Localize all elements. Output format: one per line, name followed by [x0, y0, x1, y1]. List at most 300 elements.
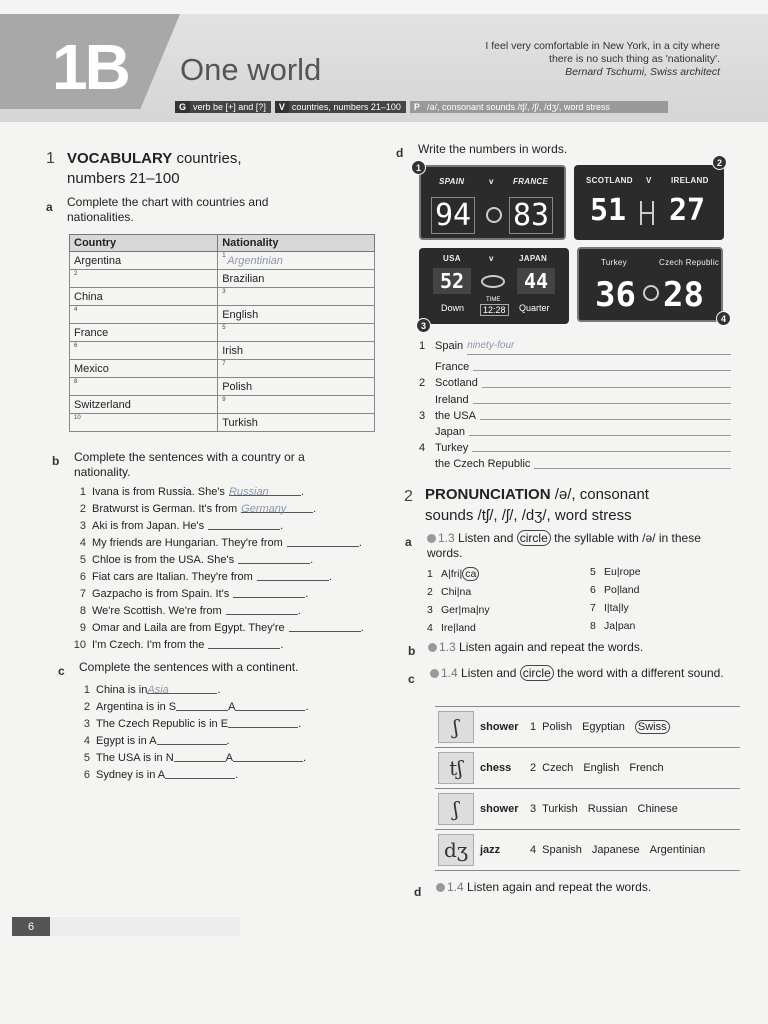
sentence-text: Bratwurst is German. It's from — [92, 503, 238, 515]
pron-a-track: 1.3 — [438, 531, 455, 545]
answer-line[interactable] — [480, 408, 731, 420]
word-option[interactable]: Egyptian — [582, 721, 625, 733]
sentence-end: . — [280, 639, 284, 651]
vocab-row — [70, 324, 375, 342]
board4-team2: Czech Republic — [659, 258, 720, 267]
pron-b-letter: b — [408, 644, 416, 658]
pron-c-instr-2: the word with a different sound. — [557, 666, 724, 680]
nationality-cell[interactable] — [218, 414, 375, 432]
sound-row — [435, 748, 740, 789]
vocab-row — [70, 360, 375, 378]
word-option[interactable]: Turkish — [542, 803, 578, 815]
pron-title — [425, 484, 725, 526]
number-word-item — [419, 375, 731, 391]
pron-c-circle-word: circle — [520, 665, 554, 681]
word-option[interactable]: Swiss — [635, 720, 670, 734]
item-number: 3 — [83, 718, 90, 730]
sentence-item — [72, 586, 392, 603]
item-number: 10 — [73, 639, 86, 651]
stress-word — [590, 581, 710, 599]
country-name: Argentina — [74, 255, 122, 267]
continent-item — [76, 767, 376, 784]
word-options — [527, 830, 740, 871]
sentence-end: . — [226, 735, 230, 747]
board3-vs: v — [489, 254, 494, 263]
answer-line[interactable] — [482, 375, 731, 387]
pron-b-instruction — [428, 640, 643, 655]
country-cell[interactable] — [70, 270, 218, 288]
sentence-text: Ivana is from Russia. She's — [92, 486, 225, 498]
country-name: Switzerland — [74, 399, 131, 411]
answer-line[interactable] — [473, 359, 731, 371]
number-word-item — [419, 408, 731, 424]
country-cell[interactable] — [70, 378, 218, 396]
item-number: 9 — [79, 622, 86, 634]
sound-symbol-icon: dʒ — [438, 834, 474, 866]
country-cell[interactable] — [70, 324, 218, 342]
topic-bar — [175, 99, 668, 114]
board2-score1: 51 — [590, 193, 627, 228]
board1-badge: 1 — [411, 160, 426, 175]
sentence-text: Sydney is in A — [96, 769, 166, 781]
item-number: 4 — [419, 442, 426, 455]
pron-d-instr: Listen again and repeat the words. — [467, 880, 652, 894]
pron-d-letter: d — [414, 885, 422, 899]
word-syllables[interactable]: A|fri| — [441, 568, 463, 580]
word-option[interactable]: Polish — [542, 721, 573, 733]
vocab-row — [70, 288, 375, 306]
sentence-text: The Czech Republic is in E — [96, 718, 229, 730]
word-option[interactable]: Spanish — [542, 844, 582, 856]
word-option[interactable]: Czech — [542, 762, 574, 774]
continent-item — [76, 682, 376, 699]
item-number: 6 — [590, 584, 596, 596]
nationality-name: English — [222, 309, 259, 321]
country-cell[interactable] — [70, 396, 218, 414]
item-number: 1 — [419, 340, 426, 352]
pron-a-words-right — [590, 563, 710, 635]
cell-number: 3 — [222, 289, 226, 295]
country-cell[interactable] — [70, 342, 218, 360]
team-name: the Czech Republic — [435, 458, 531, 471]
board3-clock: 12:28 — [480, 304, 509, 316]
sentence-item — [72, 518, 392, 535]
board2-vs: V — [646, 176, 652, 185]
word-syllables[interactable]: Ja|pan — [604, 620, 636, 632]
country-cell[interactable] — [70, 288, 218, 306]
unit-number: 1B — [52, 31, 128, 103]
vocab-title — [67, 149, 327, 189]
pron-a-circle-word: circle — [517, 530, 551, 546]
pron-title-line2: sounds /tʃ/, /ʃ/, /dʒ/, word stress — [425, 507, 632, 524]
vocab-row — [70, 306, 375, 324]
pron-d-track: 1.4 — [447, 880, 464, 894]
answer-line[interactable] — [473, 392, 731, 404]
team-name: Ireland — [435, 393, 469, 406]
answer-blank[interactable]: Russian — [229, 484, 301, 496]
sound-symbol-icon: ʃ — [438, 711, 474, 743]
sentence-text: China is in — [96, 684, 148, 696]
cell-number: 10 — [74, 415, 81, 421]
stress-word — [427, 565, 547, 583]
nationality-name — [222, 324, 370, 327]
nationality-name: Turkish — [222, 417, 258, 429]
board1-score2: 83 — [509, 197, 553, 234]
item-number: 3 — [427, 604, 433, 616]
sentence-end: . — [235, 769, 239, 781]
answer-blank[interactable] — [157, 733, 227, 745]
item-number: 6 — [79, 571, 86, 583]
item-number: 7 — [79, 588, 86, 600]
item-number — [419, 424, 431, 440]
answer-blank[interactable] — [176, 699, 228, 711]
item-number — [419, 456, 431, 472]
number-word-item — [419, 456, 731, 472]
word-syllables[interactable]: Eu|rope — [604, 566, 641, 578]
item-number: 5 — [590, 566, 596, 578]
sentence-end: . — [280, 520, 284, 532]
country-name: France — [74, 327, 109, 339]
cell-number: 2 — [74, 271, 78, 277]
country-cell[interactable] — [70, 252, 218, 270]
continent-item — [76, 699, 376, 716]
vocab-heading — [46, 150, 55, 168]
nationality-cell[interactable] — [218, 342, 375, 360]
number-word-item — [419, 392, 731, 408]
numbers-in-words-list — [419, 338, 731, 473]
board1-score1: 94 — [431, 197, 475, 234]
pron-c-letter: c — [408, 672, 415, 686]
sentence-end: . — [217, 684, 221, 696]
item-number: 2 — [419, 377, 426, 390]
pron-tag-text: /ə/, consonant sounds /tʃ/, /ʃ/, /dʒ/, word stress — [424, 101, 668, 113]
answer-line[interactable] — [472, 440, 731, 452]
scoreboard-3 — [419, 248, 569, 324]
cell-number: 8 — [74, 379, 78, 385]
word-syllables[interactable]: Chi|na — [441, 586, 472, 598]
vocab-title-rest: countries, — [176, 150, 242, 167]
rugby-posts-icon — [640, 201, 654, 225]
american-football-icon — [481, 275, 505, 288]
sentence-item — [72, 535, 392, 552]
board4-badge: 4 — [716, 311, 731, 326]
board4-team1: Turkey — [601, 258, 627, 267]
audio-icon[interactable] — [428, 643, 437, 652]
stress-word — [590, 563, 710, 581]
continent-item — [76, 733, 376, 750]
board2-team1: SCOTLAND — [586, 176, 633, 185]
answer-blank[interactable] — [208, 637, 280, 649]
sound-symbol-cell — [435, 707, 477, 748]
vocab-c-list — [76, 682, 376, 784]
vocab-section-number: 1 — [46, 150, 55, 167]
item-number: 1 — [83, 684, 90, 696]
vocab-tag — [275, 101, 406, 113]
pron-section-number: 2 — [404, 488, 413, 505]
word-option[interactable]: Argentinian — [649, 844, 706, 856]
sentence-end: . — [313, 503, 317, 515]
vocab-row — [70, 342, 375, 360]
word-syllables[interactable]: I|ta|ly — [604, 602, 629, 614]
sentence-item — [72, 484, 392, 501]
continent-item — [76, 750, 376, 767]
item-number: 3 — [419, 409, 426, 422]
vocab-row — [70, 270, 375, 288]
cell-number: 1 — [222, 253, 226, 259]
board3-quarter: Quarter — [519, 303, 550, 313]
team-name: France — [435, 361, 470, 374]
sentence-end: . — [298, 718, 302, 730]
number-word-item — [419, 359, 731, 375]
word-options — [527, 789, 740, 830]
nationality-cell[interactable] — [218, 288, 375, 306]
sound-symbol-cell — [435, 830, 477, 871]
board3-down: Down — [441, 303, 465, 313]
vocab-b-letter: b — [52, 454, 60, 468]
board4-score2: 28 — [663, 275, 704, 315]
item-number: 4 — [79, 537, 86, 549]
sentence-text: My friends are Hungarian. They're from — [92, 537, 283, 549]
pron-c-track: 1.4 — [441, 666, 458, 680]
board1-vs: v — [489, 177, 494, 186]
sound-word: jazz — [477, 830, 527, 871]
item-number: 2 — [83, 701, 90, 713]
item-number: 6 — [83, 769, 90, 781]
sentence-end: . — [358, 537, 362, 549]
nationality-name — [222, 396, 370, 399]
answer-blank[interactable] — [226, 603, 298, 615]
board1-team1: SPAIN — [439, 177, 465, 186]
sound-symbol-icon: ʃ — [438, 793, 474, 825]
board2-badge: 2 — [712, 155, 727, 170]
scores-d-instruction: Write the numbers in words. — [418, 142, 568, 156]
item-number — [419, 359, 431, 375]
continent-item — [76, 716, 376, 733]
pron-title-bold: PRONUNCIATION — [425, 486, 551, 503]
answer-line[interactable]: ninety-four — [467, 338, 731, 355]
vocab-b-instruction: Complete the sentences with a country or a nationality. — [74, 450, 305, 479]
pron-a-instruction — [427, 531, 712, 561]
sound-word: chess — [477, 748, 527, 789]
nationality-name: Brazilian — [222, 273, 265, 285]
word-option[interactable]: Russian — [587, 803, 628, 815]
item-number: 1 — [530, 721, 537, 733]
audio-icon[interactable] — [430, 669, 439, 678]
item-number — [419, 392, 431, 408]
cell-number: 4 — [74, 307, 78, 313]
word-option[interactable]: English — [583, 762, 620, 774]
country-name: Mexico — [74, 363, 109, 375]
word-options — [527, 707, 740, 748]
vocab-c-letter: c — [58, 664, 65, 678]
word-option[interactable]: Chinese — [637, 803, 678, 815]
board3-team1: USA — [443, 254, 461, 263]
word-syllables[interactable]: Ire|land — [441, 622, 476, 634]
basketball-icon — [486, 207, 502, 223]
sound-row — [435, 830, 740, 871]
answer-blank[interactable] — [238, 552, 310, 564]
country-name — [74, 342, 213, 345]
word-options — [527, 748, 740, 789]
vocab-a-instruction: Complete the chart with countries and nationalities. — [67, 195, 269, 224]
continent-initial: A — [225, 752, 233, 764]
board4-score1: 36 — [595, 275, 636, 315]
team-name: Japan — [435, 426, 465, 439]
nationality-cell[interactable] — [218, 306, 375, 324]
board3-badge: 3 — [416, 318, 431, 333]
pron-tag-key: P — [410, 101, 424, 113]
cell-number: 9 — [222, 397, 226, 403]
nationality-name: Argentinian — [227, 255, 283, 267]
answer-blank[interactable]: Germany — [241, 501, 313, 513]
stress-word — [427, 619, 547, 637]
scores-d-letter: d — [396, 146, 404, 160]
answer-blank[interactable] — [174, 750, 226, 762]
sentence-end: . — [310, 554, 314, 566]
word-option[interactable]: Japanese — [591, 844, 640, 856]
sound-row — [435, 789, 740, 830]
sound-symbol-cell — [435, 748, 477, 789]
board2-team2: IRELAND — [671, 176, 709, 185]
pron-a-instr-1: Listen and — [458, 531, 514, 545]
stress-word — [590, 617, 710, 635]
word-syllables[interactable]: Ger|ma|ny — [441, 604, 490, 616]
audio-icon[interactable] — [436, 883, 445, 892]
sentence-item — [72, 637, 392, 654]
vocab-table — [69, 234, 375, 432]
nationality-cell[interactable] — [218, 252, 375, 270]
answer-blank-2[interactable] — [235, 699, 305, 711]
answer-blank[interactable] — [165, 767, 235, 779]
quote — [470, 40, 720, 79]
cell-number: 7 — [222, 361, 226, 367]
word-option[interactable]: French — [629, 762, 664, 774]
cell-number: 5 — [222, 325, 226, 331]
nationality-cell[interactable] — [218, 270, 375, 288]
sentence-item — [72, 569, 392, 586]
sentence-text: Fiat cars are Italian. They're from — [92, 571, 253, 583]
answer-line[interactable] — [534, 456, 731, 468]
sentence-end: . — [302, 752, 307, 764]
country-cell[interactable] — [70, 414, 218, 432]
sentence-end: . — [297, 605, 301, 617]
vocab-tag-key: V — [275, 101, 289, 113]
answer-blank[interactable] — [289, 620, 361, 632]
pron-a-letter: a — [405, 535, 412, 549]
vocab-row — [70, 396, 375, 414]
country-name: China — [74, 291, 103, 303]
board3-time-label: TIME — [486, 297, 501, 303]
answer-blank[interactable] — [233, 586, 305, 598]
grammar-tag-text: verb be [+] and [?] — [190, 101, 271, 113]
sentence-text: Egypt is in A — [96, 735, 157, 747]
answer-blank[interactable] — [287, 535, 359, 547]
item-number: 2 — [530, 762, 537, 774]
vocab-b-list — [72, 484, 392, 654]
vocab-title-line2: numbers 21–100 — [67, 170, 180, 187]
item-number: 4 — [83, 735, 90, 747]
sound-table — [435, 706, 740, 871]
page-number: 6 — [12, 917, 50, 936]
sentence-item — [72, 620, 392, 637]
audio-icon[interactable] — [427, 534, 436, 543]
board3-score1: 52 — [433, 268, 471, 294]
scoreboard-2 — [574, 165, 724, 240]
country-name — [74, 414, 213, 417]
circled-syllable[interactable]: ca — [462, 567, 479, 581]
sound-word: shower — [477, 789, 527, 830]
sentence-end: . — [360, 622, 364, 634]
answer-blank[interactable] — [228, 716, 298, 728]
item-number: 7 — [590, 602, 596, 614]
item-number: 3 — [79, 520, 86, 532]
answer-blank[interactable] — [257, 569, 329, 581]
sentence-end: . — [328, 571, 332, 583]
grammar-tag — [175, 101, 271, 113]
item-number: 2 — [427, 586, 433, 598]
nationality-name — [222, 288, 370, 291]
vocab-row — [70, 414, 375, 432]
sentence-text: I'm Czech. I'm from the — [92, 639, 205, 651]
vocab-a-letter: a — [46, 200, 53, 214]
country-cell[interactable] — [70, 306, 218, 324]
sentence-item — [72, 552, 392, 569]
answer-blank[interactable]: Asia — [147, 682, 217, 694]
country-name — [74, 270, 213, 273]
sentence-end: . — [305, 701, 309, 713]
item-number: 8 — [79, 605, 86, 617]
pron-c-instruction — [430, 666, 730, 681]
board1-team2: FRANCE — [513, 177, 549, 186]
pron-d-instruction — [436, 880, 651, 895]
number-word-item — [419, 338, 731, 359]
country-name — [74, 378, 213, 381]
item-number: 4 — [427, 622, 433, 634]
nationality-cell[interactable] — [218, 378, 375, 396]
sound-row — [435, 707, 740, 748]
country-cell[interactable] — [70, 360, 218, 378]
pron-tag — [410, 101, 668, 113]
nationality-name: Polish — [222, 381, 253, 393]
answer-blank[interactable] — [208, 518, 280, 530]
nationality-cell[interactable] — [218, 360, 375, 378]
team-name: Scotland — [435, 377, 478, 390]
pron-c-instr-1: Listen and — [461, 666, 517, 680]
item-number: 1 — [427, 568, 433, 580]
item-number: 5 — [83, 752, 90, 764]
nationality-cell[interactable] — [218, 396, 375, 414]
nationality-cell[interactable] — [218, 324, 375, 342]
pron-a-words-left — [427, 565, 547, 637]
nationality-name: Irish — [222, 345, 243, 357]
sentence-text: Argentina is in S — [96, 701, 177, 713]
col-nationality: Nationality — [218, 235, 375, 252]
sound-symbol-cell — [435, 789, 477, 830]
word-syllables[interactable]: Po|land — [604, 584, 640, 596]
sentence-end: . — [305, 588, 309, 600]
sound-word: shower — [477, 707, 527, 748]
answer-line[interactable] — [469, 424, 731, 436]
sentence-text: The USA is in N — [96, 752, 174, 764]
pron-b-instr: Listen again and repeat the words. — [459, 640, 644, 654]
scoreboard-1 — [419, 165, 566, 240]
item-number: 8 — [590, 620, 596, 632]
item-number: 1 — [79, 486, 86, 498]
board2-score2: 27 — [669, 193, 706, 228]
stress-word — [427, 583, 547, 601]
sentence-item — [72, 501, 392, 518]
answer-blank-2[interactable] — [233, 750, 303, 762]
